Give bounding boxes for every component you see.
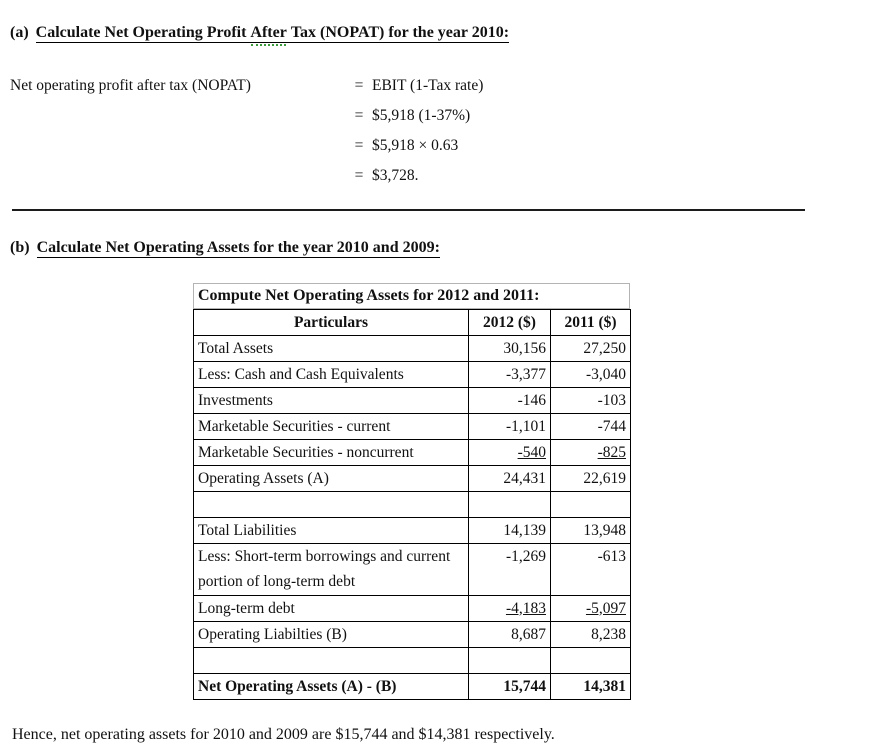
particulars-cell: Total Assets	[194, 336, 469, 362]
value-2012-cell: 14,139	[469, 518, 551, 544]
nopat-formula	[10, 71, 483, 191]
value-2011-cell: 14,381	[551, 674, 631, 700]
column-header-2011: 2011 ($)	[551, 310, 631, 336]
value-2011-cell: 8,238	[551, 622, 631, 648]
particulars-cell: Net Operating Assets (A) - (B)	[194, 674, 469, 700]
section-a-title: Calculate Net Operating Profit After Tax (NOPAT) for the year 2010:	[35, 24, 510, 41]
value-2012-cell: -1,101	[469, 414, 551, 440]
equals-sign: =	[354, 167, 364, 184]
value-2011-cell: -103	[551, 388, 631, 414]
particulars-cell	[194, 492, 469, 518]
table-row	[194, 440, 631, 466]
particulars-cell: Total Liabilities	[194, 518, 469, 544]
value-2011-cell: -5,097	[551, 596, 631, 622]
table-row	[194, 518, 631, 544]
value-2011-cell: -744	[551, 414, 631, 440]
particulars-cell: Operating Liabilties (B)	[194, 622, 469, 648]
formula-line-4: $3,728.	[372, 167, 419, 184]
table-row	[194, 544, 631, 596]
particulars-cell: Long-term debt	[194, 596, 469, 622]
noa-table-container	[193, 283, 630, 700]
value-2012-cell: -4,183	[469, 596, 551, 622]
table-row	[194, 596, 631, 622]
value-2011-cell	[551, 648, 631, 674]
value-2012-cell: 30,156	[469, 336, 551, 362]
value-2012-cell: 24,431	[469, 466, 551, 492]
particulars-cell	[194, 648, 469, 674]
value-2012-cell: -540	[469, 440, 551, 466]
particulars-cell: Less: Cash and Cash Equivalents	[194, 362, 469, 388]
particulars-cell: Marketable Securities - current	[194, 414, 469, 440]
value-2011-cell: -825	[551, 440, 631, 466]
table-row-total	[194, 674, 631, 700]
section-b-heading	[10, 239, 440, 257]
particulars-cell: Investments	[194, 388, 469, 414]
particulars-cell: Less: Short-term borrowings and current portion of long-term debt	[194, 544, 469, 596]
formula-line-3: $5,918 × 0.63	[372, 137, 459, 154]
value-2011-cell: -3,040	[551, 362, 631, 388]
grammar-check-mark: After	[250, 24, 287, 41]
table-row	[194, 414, 631, 440]
section-a-heading	[10, 24, 509, 42]
value-2011-cell: -613	[551, 544, 631, 596]
value-2012-cell: -3,377	[469, 362, 551, 388]
table-row	[194, 336, 631, 362]
particulars-cell: Marketable Securities - noncurrent	[194, 440, 469, 466]
table-title: Compute Net Operating Assets for 2012 and 2011:	[193, 283, 630, 309]
table-row	[194, 466, 631, 492]
section-b-prefix: (b)	[10, 239, 30, 256]
noa-table	[193, 309, 631, 700]
value-2011-cell: 13,948	[551, 518, 631, 544]
equals-sign: =	[354, 77, 364, 94]
formula-line-1: EBIT (1-Tax rate)	[372, 77, 484, 94]
equals-sign: =	[354, 107, 364, 124]
value-2012-cell	[469, 648, 551, 674]
table-row-empty	[194, 492, 631, 518]
section-a-prefix: (a)	[10, 24, 29, 41]
particulars-cell: Operating Assets (A)	[194, 466, 469, 492]
value-2011-cell: 27,250	[551, 336, 631, 362]
value-2011-cell: 22,619	[551, 466, 631, 492]
table-row	[194, 388, 631, 414]
table-header-row	[194, 310, 631, 336]
formula-lhs: Net operating profit after tax (NOPAT)	[10, 77, 251, 94]
table-row-empty	[194, 648, 631, 674]
formula-line-2: $5,918 (1-37%)	[372, 107, 471, 124]
value-2012-cell: -1,269	[469, 544, 551, 596]
section-b-title: Calculate Net Operating Assets for the year 2010 and 2009:	[36, 239, 440, 256]
value-2012-cell: 15,744	[469, 674, 551, 700]
column-header-particulars: Particulars	[194, 310, 469, 336]
value-2012-cell: -146	[469, 388, 551, 414]
value-2012-cell	[469, 492, 551, 518]
equals-sign: =	[354, 137, 364, 154]
table-row	[194, 622, 631, 648]
conclusion-text: Hence, net operating assets for 2010 and 2009 are $15,744 and $14,381 respectively.	[12, 726, 555, 743]
section-divider	[12, 209, 805, 211]
value-2012-cell: 8,687	[469, 622, 551, 648]
column-header-2012: 2012 ($)	[469, 310, 551, 336]
value-2011-cell	[551, 492, 631, 518]
table-row	[194, 362, 631, 388]
